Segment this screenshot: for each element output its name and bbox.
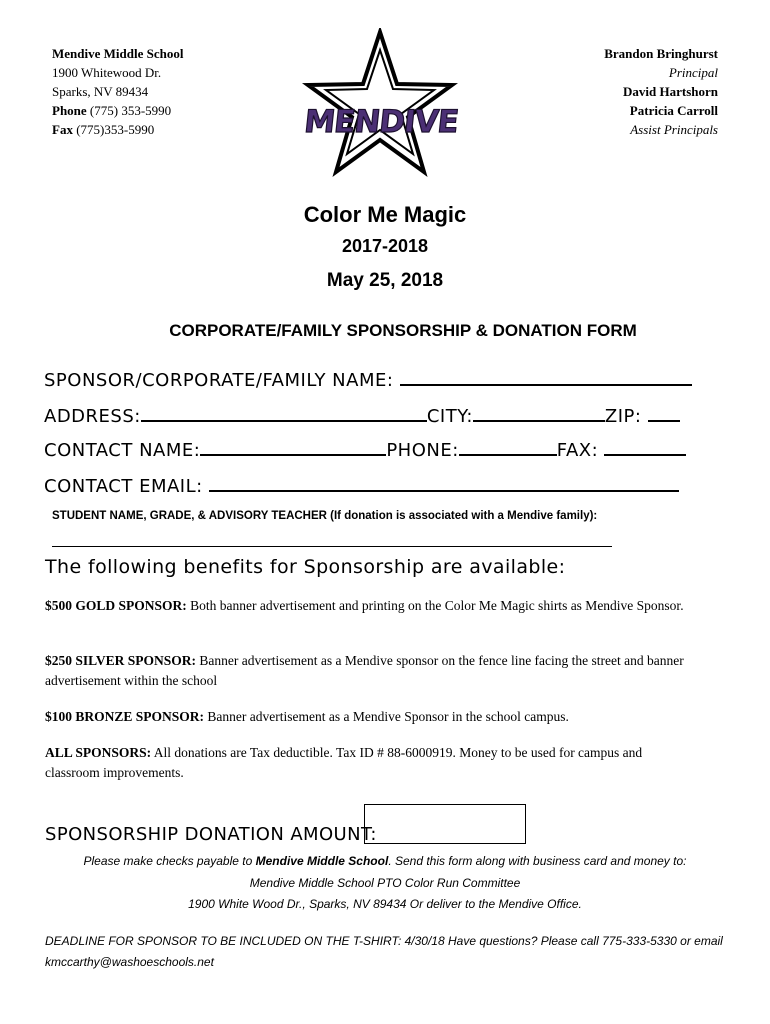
deadline-note: DEADLINE FOR SPONSOR TO BE INCLUDED ON THE T-SHIRT: 4/30/18 Have questions? Please call 775-333-5330 or email [45, 934, 723, 948]
event-date: May 25, 2018 [326, 270, 444, 291]
phone-value: (775) 353-5990 [86, 103, 172, 118]
gold-sponsor-label: $500 GOLD SPONSOR: [45, 598, 187, 613]
contact-email-link[interactable]: kmccarthy@washoeschools.net [45, 955, 214, 969]
fax-value: (775)353-5990 [72, 122, 155, 137]
address-field[interactable] [141, 402, 427, 422]
phone-label: Phone [52, 103, 87, 118]
gold-sponsor-paragraph [45, 596, 685, 616]
event-title: Color Me Magic [303, 202, 467, 227]
donation-amount-label: SPONSORSHIP DONATION AMOUNT: [45, 824, 377, 845]
benefits-heading: The following benefits for Sponsorship are available: [45, 556, 566, 578]
committee-name: Mendive Middle School PTO Color Run Committee [249, 876, 521, 890]
student-info-label: STUDENT NAME, GRADE, & ADVISORY TEACHER (If donation is associated with a Mendive family): [52, 510, 598, 522]
school-contact-block [52, 44, 183, 139]
all-sponsors-paragraph [45, 743, 685, 783]
zip-field[interactable] [648, 402, 680, 422]
bronze-sponsor-text: Banner advertisement as a Mendive Sponsor in the school campus. [204, 709, 569, 724]
silver-sponsor-label: $250 SILVER SPONSOR: [45, 653, 197, 668]
sponsor-name-row [44, 366, 692, 391]
checks-payable-note [0, 854, 770, 868]
sponsor-name-field[interactable] [400, 366, 692, 386]
bronze-sponsor-paragraph [45, 707, 685, 727]
contact-name-field[interactable] [200, 436, 386, 456]
school-phone [52, 101, 183, 120]
silver-sponsor-text: Banner advertisement as a Mendive sponsor on the fence line facing the street and banner advertisement within the school [45, 653, 684, 688]
bronze-sponsor-label: $100 BRONZE SPONSOR: [45, 709, 205, 724]
event-year: 2017-2018 [341, 236, 429, 256]
sponsor-name-label: SPONSOR/CORPORATE/FAMILY NAME: [44, 370, 400, 391]
fax-field[interactable] [604, 436, 686, 456]
address-label: ADDRESS: [44, 406, 141, 427]
email-row [44, 472, 679, 497]
city-field[interactable] [473, 402, 605, 422]
checks-note-payee: Mendive Middle School [255, 854, 389, 868]
zip-label: ZIP: [604, 406, 648, 427]
school-name: Mendive Middle School [52, 46, 184, 61]
school-fax [52, 120, 183, 139]
gold-sponsor-text: Both banner advertisement and printing on the Color Me Magic shirts as Mendive Sponsor. [186, 598, 684, 613]
logo-wordmark: MENDIVE [302, 104, 460, 140]
fax-label: Fax [52, 122, 73, 137]
contact-name-label: CONTACT NAME: [44, 440, 201, 461]
silver-sponsor-paragraph [45, 651, 685, 691]
phone-field-label: PHONE: [386, 440, 459, 461]
school-city: Sparks, NV 89434 [52, 84, 149, 99]
donation-amount-field[interactable] [364, 804, 526, 844]
checks-note-part-2: . Send this form along with business card and money to: [388, 854, 687, 868]
city-label: CITY: [426, 406, 473, 427]
principal-title: Principal [668, 65, 718, 80]
checks-note-part-1: Please make checks payable to [83, 854, 256, 868]
committee-address: 1900 White Wood Dr., Sparks, NV 89434 Or deliver to the Mendive Office. [188, 897, 582, 911]
contact-row [44, 436, 686, 461]
administration-block [604, 44, 718, 139]
school-street: 1900 Whitewood Dr. [52, 65, 162, 80]
assistant-principal-1: David Hartshorn [623, 84, 718, 99]
phone-field[interactable] [459, 436, 557, 456]
assistant-principals-title: Assist Principals [630, 122, 718, 137]
principal-name: Brandon Bringhurst [604, 46, 718, 61]
fax-field-label: FAX: [556, 440, 605, 461]
student-info-field[interactable] [52, 546, 612, 547]
assistant-principal-2: Patricia Carroll [629, 103, 718, 118]
email-label: CONTACT EMAIL: [44, 476, 209, 497]
address-row [44, 402, 680, 427]
mendive-star-logo [300, 28, 460, 178]
all-sponsors-label: ALL SPONSORS: [45, 745, 152, 760]
form-heading: CORPORATE/FAMILY SPONSORSHIP & DONATION FORM [169, 321, 637, 340]
email-field[interactable] [209, 472, 679, 492]
all-sponsors-text: All donations are Tax deductible. Tax ID # 88-6000919. Money to be used for campus and classroom improvements. [45, 745, 643, 780]
